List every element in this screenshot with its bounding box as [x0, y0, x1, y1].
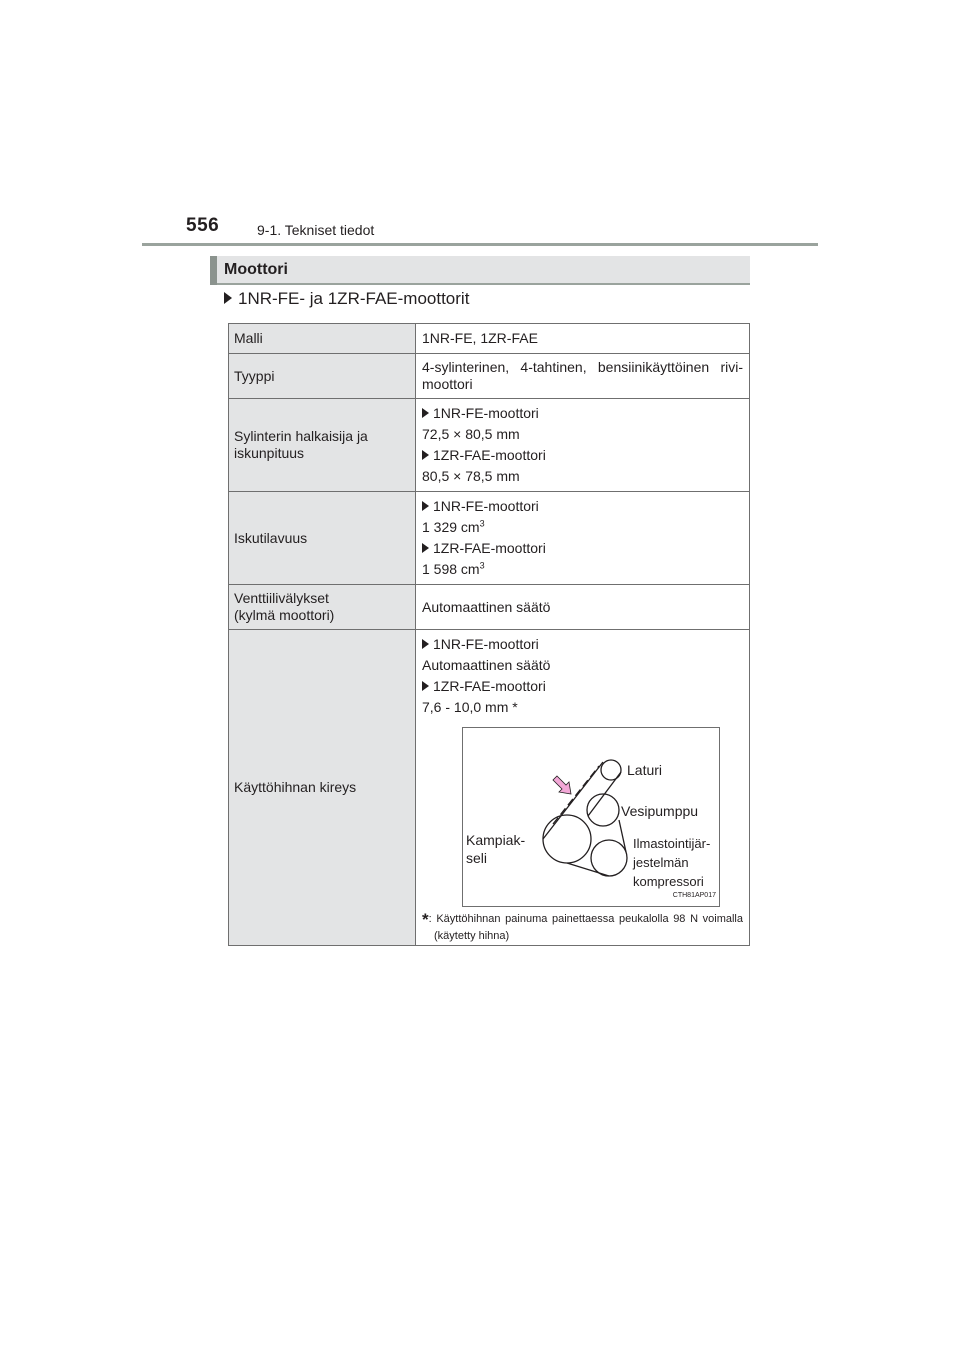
row-value	[416, 492, 750, 585]
engine-value: 1 598 cm	[422, 561, 480, 577]
row-label: Malli	[229, 324, 416, 354]
engine-name: 1ZR-FAE-moottori	[433, 447, 546, 463]
spec-table	[228, 323, 750, 946]
triangle-bullet-icon	[422, 501, 429, 511]
push-arrow-icon	[553, 776, 571, 794]
crankshaft-label-line2: seli	[466, 850, 488, 866]
row-value: Automaattinen säätö	[416, 585, 750, 630]
triangle-bullet-icon	[422, 408, 429, 418]
compressor-label-line3: kompressori	[633, 874, 704, 889]
triangle-bullet-icon	[422, 543, 429, 553]
compressor-label-line2: jestelmän	[633, 855, 689, 870]
engine-value: Automaattinen säätö	[422, 657, 551, 673]
unit-exponent: 3	[479, 518, 485, 529]
water-pump-label: Vesipumppu	[621, 803, 699, 819]
row-value: 1NR-FE, 1ZR-FAE	[416, 324, 750, 354]
table-row	[229, 354, 750, 399]
table-row	[229, 630, 750, 946]
engine-value: 80,5 × 78,5 mm	[422, 468, 520, 484]
footnote-text: : Käyttöhihnan painuma painettaessa peukalolla 98 N voimalla (käytetty hihna)	[428, 913, 743, 942]
section-header: 9-1. Tekniset tiedot	[257, 222, 375, 238]
crankshaft-label-line1: Kampiak-	[466, 832, 526, 848]
engine-name: 1NR-FE-moottori	[433, 498, 539, 514]
table-row	[229, 399, 750, 492]
subheading	[224, 289, 469, 309]
footnote-mark: *	[422, 910, 429, 929]
table-row	[229, 324, 750, 354]
engine-value: 1 329 cm	[422, 519, 480, 535]
engine-name: 1NR-FE-moottori	[433, 636, 539, 652]
row-value	[416, 399, 750, 492]
subheading-text: 1NR-FE- ja 1ZR-FAE-moottorit	[238, 289, 470, 308]
triangle-bullet-icon	[422, 681, 429, 691]
row-label-line: Venttiilivälykset	[234, 590, 329, 606]
triangle-bullet-icon	[422, 450, 429, 460]
drive-belt-inner	[588, 772, 621, 816]
alternator-label: Laturi	[627, 762, 663, 778]
row-label: Käyttöhihnan kireys	[229, 630, 416, 946]
drive-belt-bottom	[567, 863, 609, 876]
row-value	[416, 630, 750, 946]
section-title-bar	[210, 256, 750, 285]
row-label	[229, 585, 416, 630]
engine-value: 72,5 × 80,5 mm	[422, 426, 520, 442]
header-divider	[142, 243, 818, 246]
drive-belt-right	[619, 820, 626, 852]
row-value: 4-sylinterinen, 4-tahtinen, bensiinikäyttöinen rivi-moottori	[416, 354, 750, 399]
engine-name: 1ZR-FAE-moottori	[433, 678, 546, 694]
row-label: Tyyppi	[229, 354, 416, 399]
triangle-bullet-icon	[224, 292, 232, 304]
section-title-accent	[210, 256, 217, 285]
engine-value: 7,6 - 10,0 mm *	[422, 699, 518, 715]
drive-belt-left	[543, 762, 603, 839]
belt-diagram	[462, 727, 720, 907]
row-label: Iskutilavuus	[229, 492, 416, 585]
engine-name: 1ZR-FAE-moottori	[433, 540, 546, 556]
section-title: Moottori	[224, 261, 288, 278]
figure-code: CTH81AP017	[672, 892, 716, 899]
page-number: 556	[186, 215, 220, 236]
compressor-label-line1: Ilmastointijär-	[633, 836, 711, 851]
footnote	[422, 911, 743, 945]
compressor-pulley	[591, 840, 627, 876]
crankshaft-pulley	[543, 815, 591, 863]
row-label-line: (kylmä moottori)	[234, 607, 335, 623]
engine-name: 1NR-FE-moottori	[433, 405, 539, 421]
row-label: Sylinterin halkaisija ja iskunpituus	[229, 399, 416, 492]
table-row	[229, 492, 750, 585]
triangle-bullet-icon	[422, 639, 429, 649]
unit-exponent: 3	[479, 560, 485, 571]
table-row	[229, 585, 750, 630]
belt-deflection-line	[553, 766, 599, 824]
